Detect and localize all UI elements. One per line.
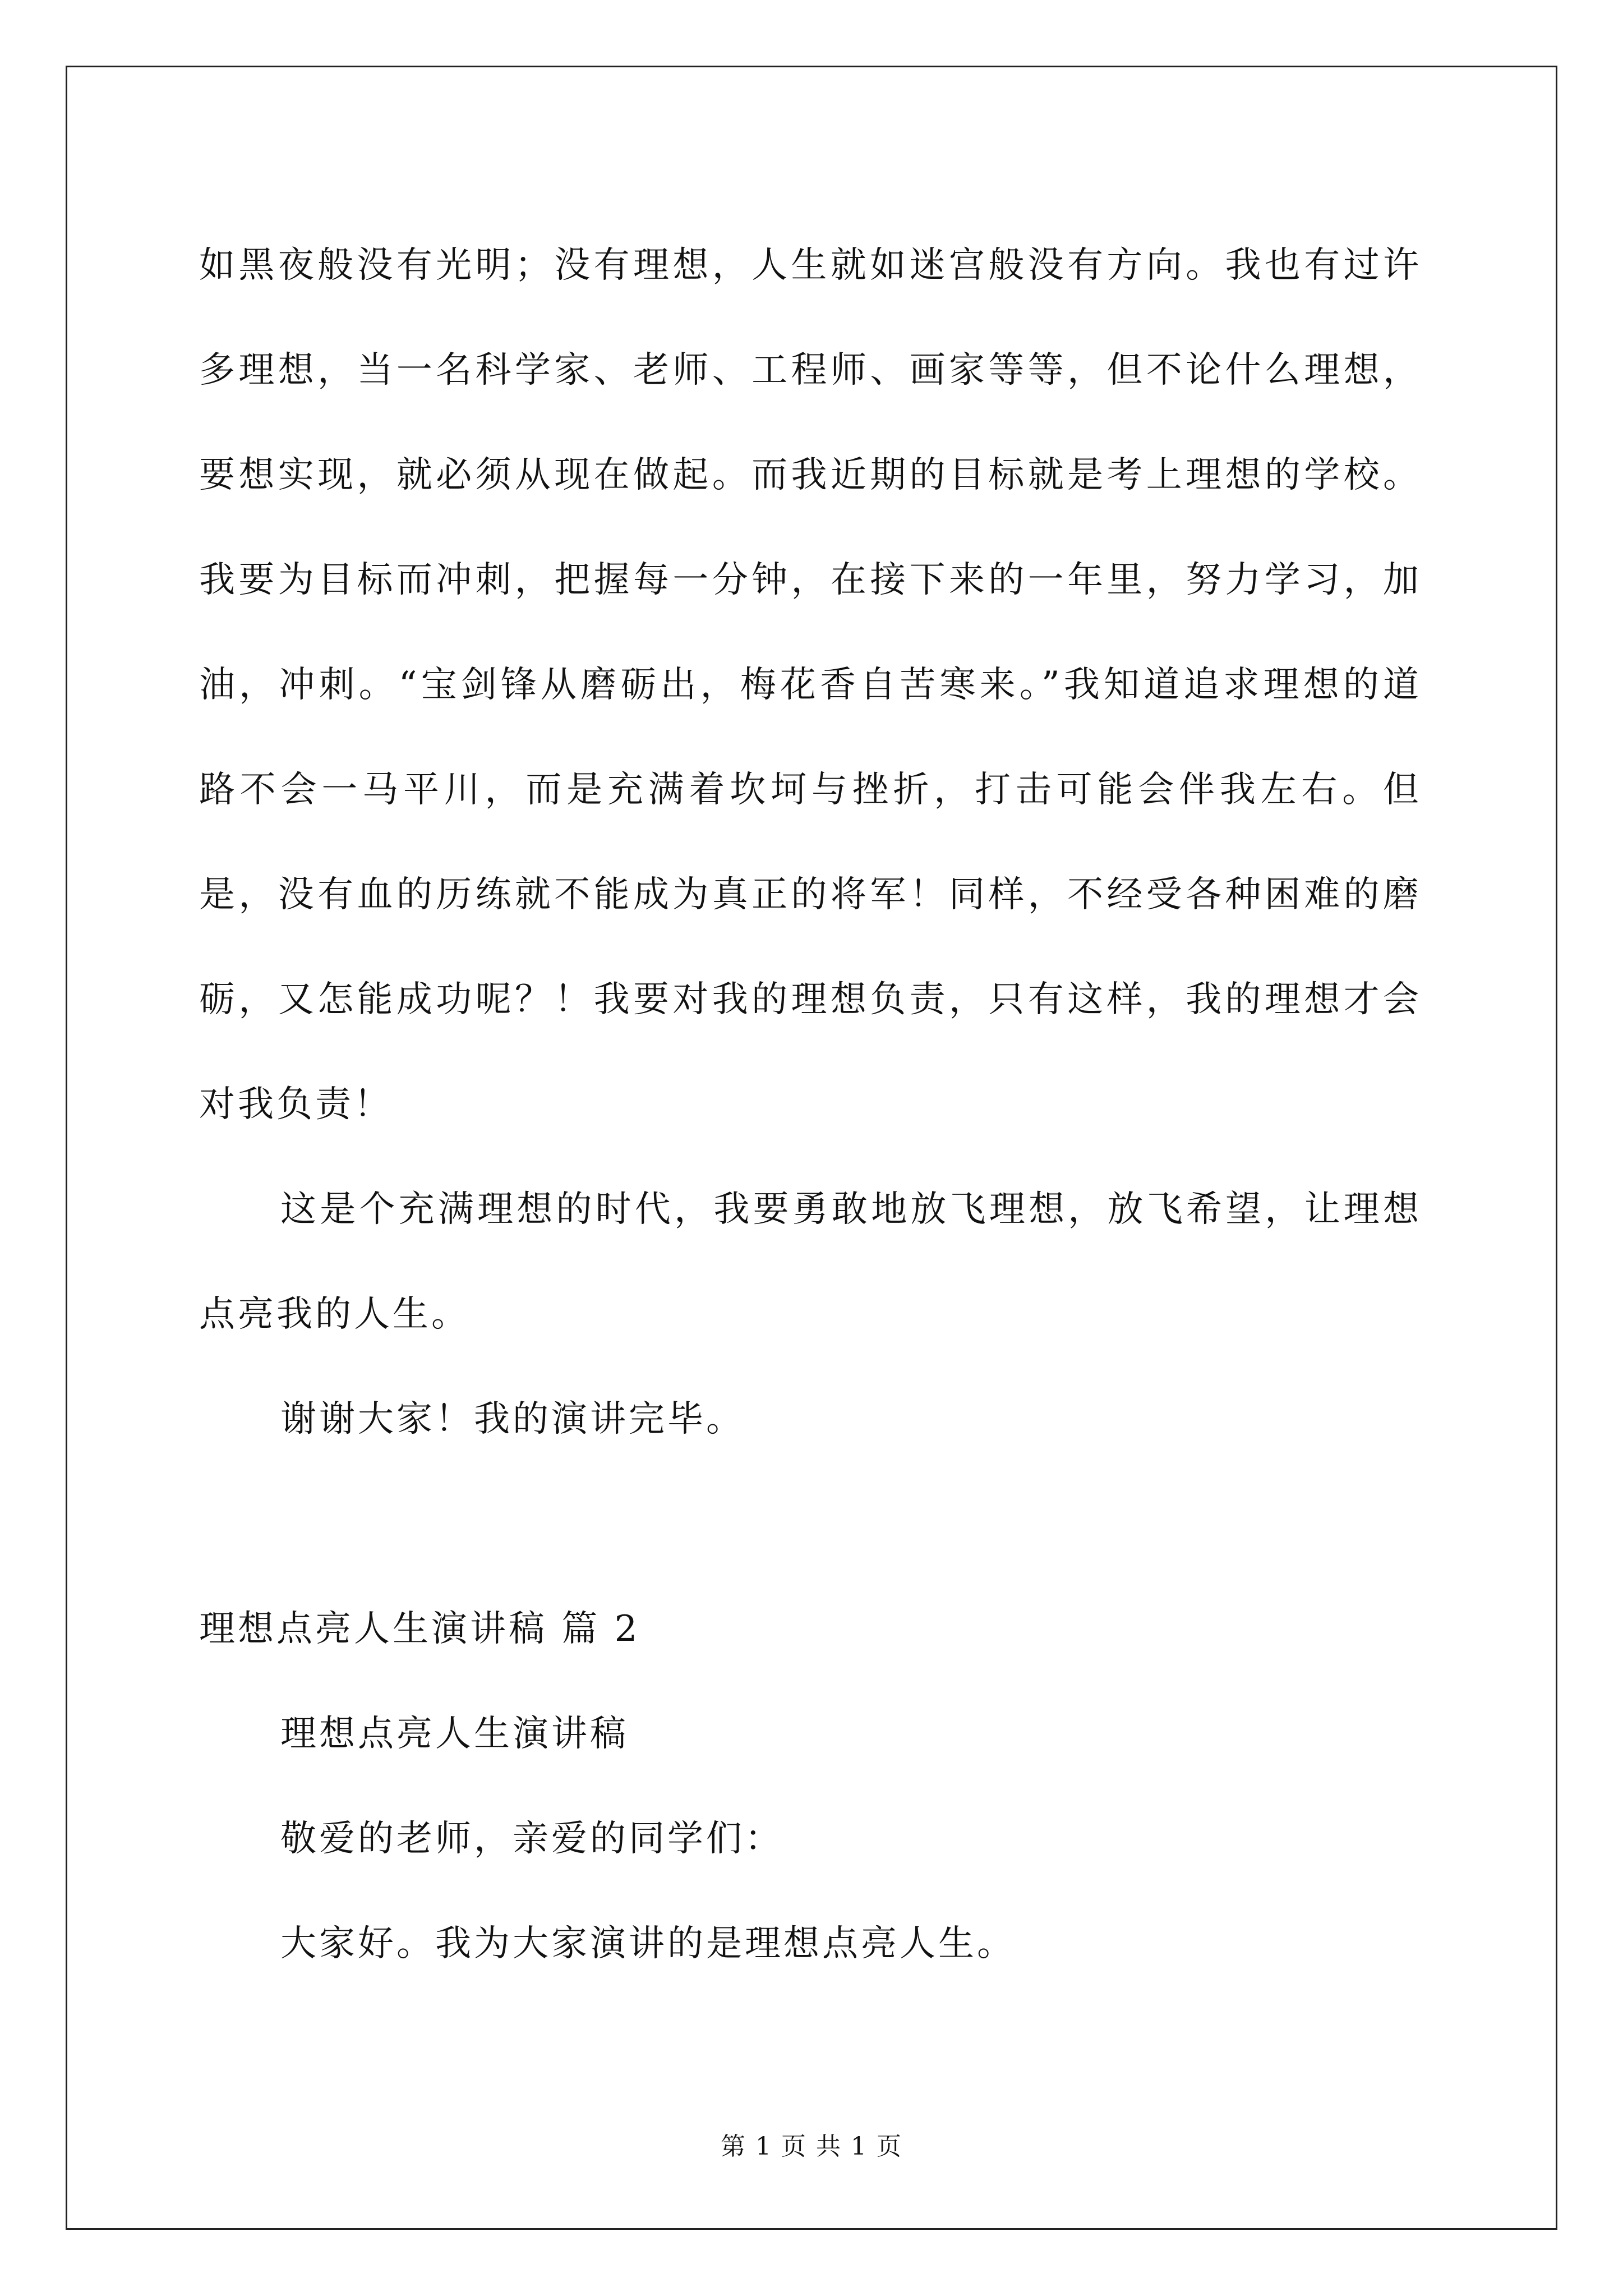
body-paragraph: 这是个充满理想的时代，我要勇敢地放飞理想，放飞希望，让理想点亮我的人生。 <box>199 1189 1422 1335</box>
document-body <box>199 213 1422 1996</box>
closing-paragraph: 谢谢大家！我的演讲完毕。 <box>280 1398 745 1440</box>
salutation: 敬爱的老师，亲爱的同学们： <box>280 1818 783 1860</box>
body-paragraph: 如黑夜般没有光明；没有理想，人生就如迷宫般没有方向。我也有过许多理想，当一名科学家、老师、工程师、画家等等，但不论什么理想，要想实现，就必须从现在做起。而我近期的目标就是考上理想的学校。我要为目标而冲刺，把握每一分钟，在接下来的一年里，努力学习，加油，冲刺。“宝剑锋从磨砺出，梅花香自苦寒来。”我知道追求理想的道路不会一马平川，而是充满着坎坷与挫折，打击可能会伴我左右。但是，没有血的历练就不能成为真正的将军！同样，不经受各种困难的磨砺，又怎能成功呢？！我要对我的理想负责，只有这样，我的理想才会对我负责！ <box>199 245 1422 1125</box>
speech-title: 理想点亮人生演讲稿 <box>280 1713 629 1755</box>
opening-paragraph: 大家好。我为大家演讲的是理想点亮人生。 <box>280 1923 1016 1964</box>
page-number-footer: 第 1 页 共 1 页 <box>721 2132 902 2161</box>
section-heading: 理想点亮人生演讲稿 篇 2 <box>199 1608 640 1650</box>
